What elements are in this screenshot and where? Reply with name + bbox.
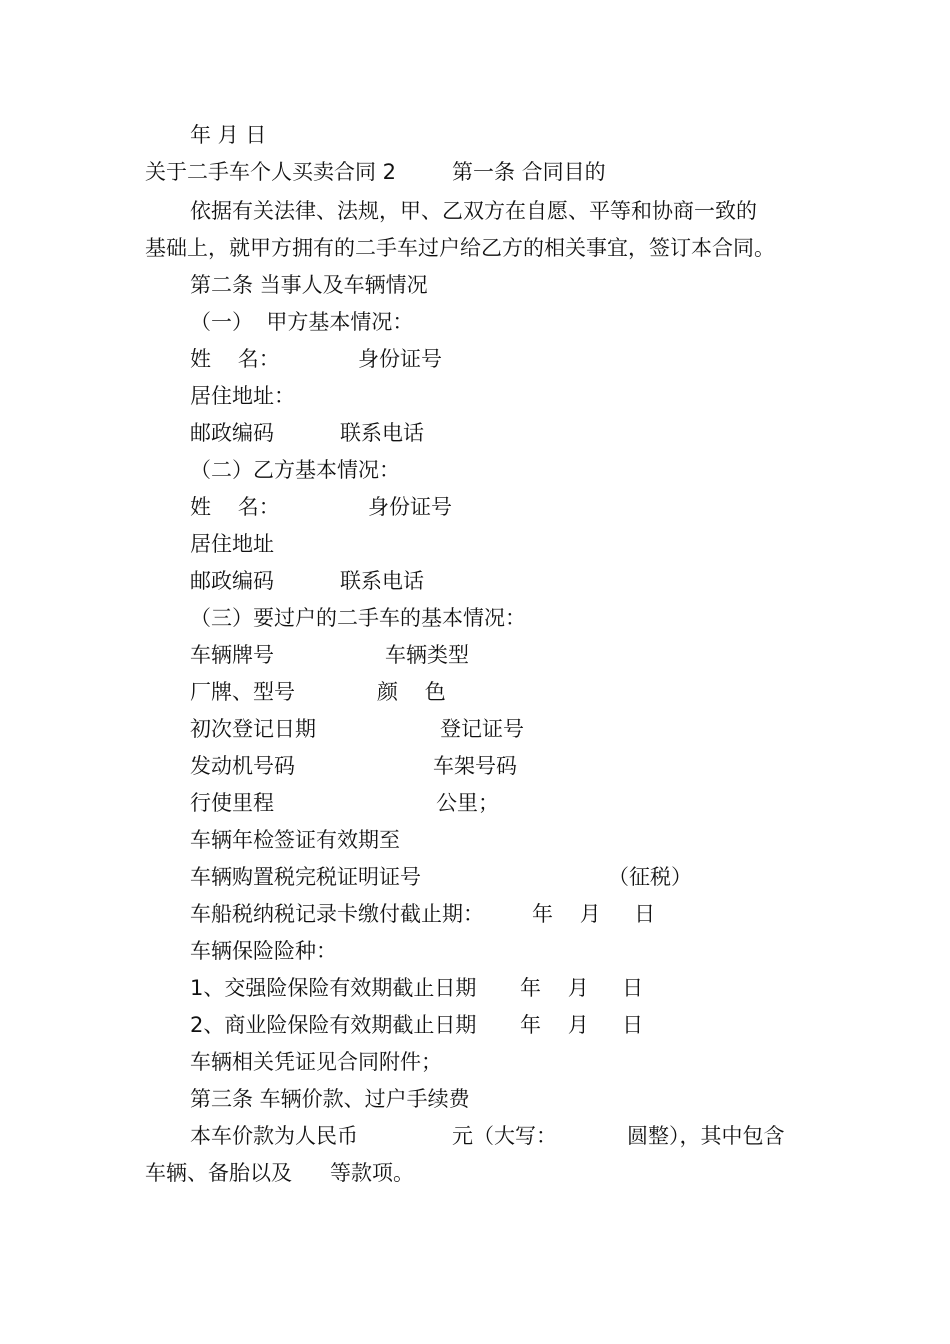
engine-number-label: 发动机号码 (190, 754, 295, 778)
km-label: 公里； (436, 791, 499, 815)
insurance-1-date: 年 月 日 (520, 976, 644, 1000)
party-a-phone-label: 联系电话 (340, 421, 424, 445)
vessel-tax-date: 年 月 日 (532, 902, 656, 926)
purchase-tax-label: 车辆购置税完税证明证号 (190, 865, 421, 889)
attachments-line: 车辆相关凭证见合同附件； (190, 1050, 442, 1074)
price-items-label: 等款项。 (330, 1161, 414, 1185)
vehicle-heading: （三）要过户的二手车的基本情况： (190, 606, 526, 630)
article2-title: 第二条 当事人及车辆情况 (190, 273, 428, 297)
party-b-address-label: 居住地址 (190, 532, 274, 556)
party-b-name-label: 姓 名： (190, 495, 280, 519)
insurance-1-row (190, 973, 790, 1003)
insurance-1-label: 1、交强险保险有效期截止日期 (190, 976, 477, 1000)
party-b-phone-label: 联系电话 (340, 569, 424, 593)
party-a-heading: （一） 甲方基本情况： (190, 310, 414, 334)
inspection-label: 车辆年检签证有效期至 (190, 828, 400, 852)
first-registration-label: 初次登记日期 (190, 717, 316, 741)
party-b-contact-row (190, 566, 790, 596)
plate-label: 车辆牌号 (190, 643, 274, 667)
intro-line-2: 基础上，就甲方拥有的二手车过户给乙方的相关事宜，签订本合同。 (145, 236, 775, 260)
vehicle-type-label: 车辆类型 (385, 643, 469, 667)
price-includes-label: 车辆、备胎以及 (145, 1161, 292, 1185)
registration-cert-label: 登记证号 (440, 717, 524, 741)
vehicle-mileage-row (190, 788, 790, 818)
date-line: 年 月 日 (190, 123, 267, 147)
insurance-2-label: 2、商业险保险有效期截止日期 (190, 1013, 477, 1037)
party-a-name-label: 姓 名： (190, 347, 280, 371)
color-label: 颜 色 (377, 680, 446, 704)
vehicle-brand-row (190, 677, 790, 707)
party-b-id-label: 身份证号 (368, 495, 452, 519)
price-label: 本车价款为人民币 (190, 1124, 358, 1148)
intro-line-1: 依据有关法律、法规，甲、乙双方在自愿、平等和协商一致的 (190, 199, 757, 223)
price-whole-label: 圆整），其中包含 (627, 1124, 785, 1148)
party-b-postcode-label: 邮政编码 (190, 569, 274, 593)
header-row (145, 157, 845, 187)
vehicle-plate-row (190, 640, 790, 670)
party-b-name-row (190, 492, 790, 522)
price-yuan-label: 元（大写： (452, 1124, 557, 1148)
party-a-address-label: 居住地址： (190, 384, 295, 408)
insurance-2-row (190, 1010, 790, 1040)
vehicle-registration-row (190, 714, 790, 744)
price-row-2 (145, 1158, 745, 1188)
article1-title: 第一条 合同目的 (452, 160, 606, 184)
insurance-heading: 车辆保险险种： (190, 939, 337, 963)
party-a-contact-row (190, 418, 790, 448)
price-row (190, 1121, 830, 1151)
article3-title: 第三条 车辆价款、过户手续费 (190, 1087, 470, 1111)
party-b-heading: （二）乙方基本情况： (190, 458, 400, 482)
party-a-name-row (190, 344, 790, 374)
vessel-tax-label: 车船税纳税记录卡缴付截止期： (190, 902, 484, 926)
tax-note: （征税） (608, 865, 692, 889)
party-a-postcode-label: 邮政编码 (190, 421, 274, 445)
vehicle-engine-row (190, 751, 790, 781)
vessel-tax-row (190, 899, 790, 929)
party-a-id-label: 身份证号 (358, 347, 442, 371)
insurance-2-date: 年 月 日 (520, 1013, 644, 1037)
document-title: 关于二手车个人买卖合同 2 (145, 160, 397, 184)
brand-label: 厂牌、型号 (190, 680, 295, 704)
mileage-label: 行使里程 (190, 791, 274, 815)
frame-number-label: 车架号码 (433, 754, 517, 778)
purchase-tax-row (190, 862, 790, 892)
